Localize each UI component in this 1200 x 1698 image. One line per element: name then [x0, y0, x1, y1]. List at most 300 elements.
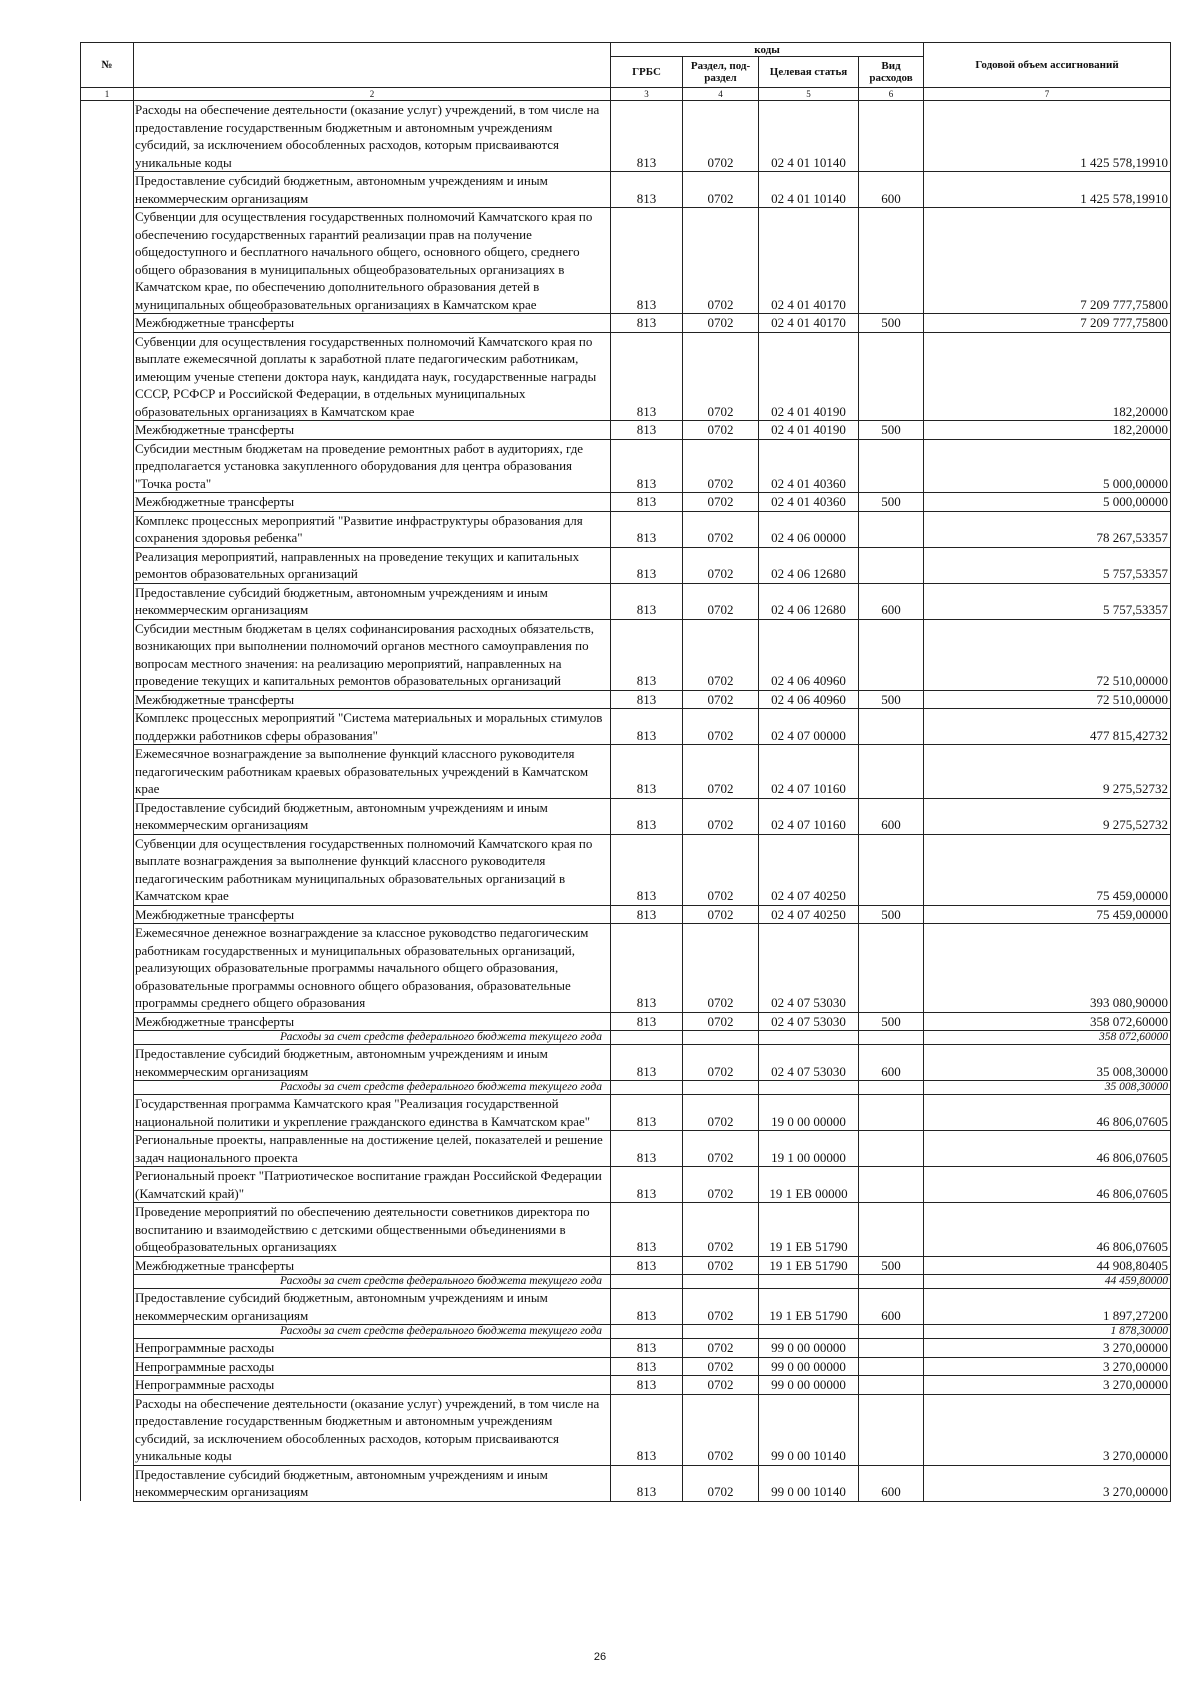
row-number-cell [81, 709, 134, 745]
row-number-cell [81, 619, 134, 690]
row-number-cell [81, 1289, 134, 1325]
row-expense-type-cell [859, 1394, 924, 1465]
row-grbs-cell: 813 [611, 619, 683, 690]
col-number-6: 6 [859, 88, 924, 101]
federal-subtotal-row [81, 1081, 1171, 1095]
row-number-cell [81, 1357, 134, 1376]
row-expense-type-cell: 500 [859, 905, 924, 924]
row-number-cell [81, 1045, 134, 1081]
row-grbs-cell: 813 [611, 493, 683, 512]
row-amount-cell: 1 878,30000 [924, 1325, 1171, 1339]
row-target-article-cell: 19 0 00 00000 [759, 1095, 859, 1131]
row-number-cell [81, 1131, 134, 1167]
row-amount-cell: 3 270,00000 [924, 1357, 1171, 1376]
row-grbs-cell: 813 [611, 1256, 683, 1275]
table-row [81, 1289, 1171, 1325]
row-number-cell [81, 1081, 134, 1095]
row-razdel-cell [683, 1275, 759, 1289]
table-row [81, 1339, 1171, 1358]
row-grbs-cell: 813 [611, 834, 683, 905]
table-row [81, 1203, 1171, 1257]
row-target-article-cell: 02 4 01 40360 [759, 439, 859, 493]
row-target-article-cell: 02 4 01 40170 [759, 208, 859, 314]
col-number-2: 2 [134, 88, 611, 101]
row-name-cell: Предоставление субсидий бюджетным, автономным учреждениям и иным некоммерческим организациям [134, 798, 611, 834]
row-number-cell [81, 834, 134, 905]
row-target-article-cell: 02 4 07 10160 [759, 798, 859, 834]
table-header [81, 43, 1171, 101]
row-name-cell: Комплекс процессных мероприятий "Развитие инфраструктуры образования для сохранения здоровья ребенка" [134, 511, 611, 547]
row-name-cell: Расходы на обеспечение деятельности (оказание услуг) учреждений, в том числе на предоставление государственным бюджетным и автономным учреждениям субсидий, за исключением обособленных расходов, которым присваиваются уникальные коды [134, 101, 611, 172]
table-row [81, 421, 1171, 440]
row-amount-cell: 35 008,30000 [924, 1045, 1171, 1081]
row-name-cell: Субсидии местным бюджетам на проведение ремонтных работ в аудиториях, где предполагается установка закупленного оборудования для центра образования "Точка роста" [134, 439, 611, 493]
row-number-cell [81, 583, 134, 619]
row-razdel-cell: 0702 [683, 1045, 759, 1081]
row-target-article-cell [759, 1325, 859, 1339]
row-amount-cell: 358 072,60000 [924, 1031, 1171, 1045]
row-name-cell: Государственная программа Камчатского края "Реализация государственной национальной политики и укрепление гражданского единства в Камчатском крае" [134, 1095, 611, 1131]
row-target-article-cell: 99 0 00 10140 [759, 1394, 859, 1465]
header-num: № [81, 43, 134, 88]
row-number-cell [81, 493, 134, 512]
row-number-cell [81, 1465, 134, 1501]
row-grbs-cell: 813 [611, 1394, 683, 1465]
row-amount-cell: 35 008,30000 [924, 1081, 1171, 1095]
row-razdel-cell: 0702 [683, 619, 759, 690]
row-grbs-cell: 813 [611, 709, 683, 745]
row-name-cell: Межбюджетные трансферты [134, 690, 611, 709]
row-amount-cell: 78 267,53357 [924, 511, 1171, 547]
row-name-cell: Расходы за счет средств федерального бюджета текущего года [134, 1275, 611, 1289]
row-target-article-cell: 02 4 06 00000 [759, 511, 859, 547]
row-expense-type-cell [859, 1167, 924, 1203]
row-number-cell [81, 1376, 134, 1395]
row-number-cell [81, 1394, 134, 1465]
row-target-article-cell: 99 0 00 10140 [759, 1465, 859, 1501]
row-amount-cell: 72 510,00000 [924, 619, 1171, 690]
row-target-article-cell: 19 1 00 00000 [759, 1131, 859, 1167]
table-body [81, 101, 1171, 1502]
row-grbs-cell: 813 [611, 1465, 683, 1501]
row-razdel-cell: 0702 [683, 924, 759, 1013]
row-number-cell [81, 1031, 134, 1045]
row-expense-type-cell [859, 1275, 924, 1289]
header-expense-type: Вид расходов [859, 57, 924, 88]
row-target-article-cell [759, 1031, 859, 1045]
row-expense-type-cell: 500 [859, 493, 924, 512]
row-expense-type-cell [859, 439, 924, 493]
row-grbs-cell: 813 [611, 798, 683, 834]
row-name-cell: Субсидии местным бюджетам в целях софинансирования расходных обязательств, возникающих при выполнении полномочий органов местного самоуправления по вопросам местного значения: на реализацию мероприятий, направленных на проведение текущих и капитальных ремонтов образовательных организаций [134, 619, 611, 690]
row-number-cell [81, 905, 134, 924]
table-row [81, 439, 1171, 493]
row-target-article-cell: 02 4 01 40190 [759, 421, 859, 440]
row-number-cell [81, 1325, 134, 1339]
row-number-cell [81, 439, 134, 493]
row-grbs-cell: 813 [611, 924, 683, 1013]
row-number-cell [81, 690, 134, 709]
row-razdel-cell: 0702 [683, 709, 759, 745]
row-grbs-cell [611, 1031, 683, 1045]
row-razdel-cell: 0702 [683, 1465, 759, 1501]
row-name-cell: Расходы на обеспечение деятельности (оказание услуг) учреждений, в том числе на предоставление государственным бюджетным и автономным учреждениям субсидий, за исключением обособленных расходов, которым присваиваются уникальные коды [134, 1394, 611, 1465]
row-grbs-cell: 813 [611, 101, 683, 172]
row-name-cell: Межбюджетные трансферты [134, 1012, 611, 1031]
row-razdel-cell: 0702 [683, 1376, 759, 1395]
row-amount-cell: 1 425 578,19910 [924, 101, 1171, 172]
row-target-article-cell: 02 4 01 10140 [759, 172, 859, 208]
row-expense-type-cell [859, 745, 924, 799]
row-grbs-cell: 813 [611, 1289, 683, 1325]
header-target-article: Целевая статья [759, 57, 859, 88]
row-grbs-cell: 813 [611, 1339, 683, 1358]
row-razdel-cell: 0702 [683, 1394, 759, 1465]
row-expense-type-cell [859, 1325, 924, 1339]
row-target-article-cell: 19 1 ЕВ 00000 [759, 1167, 859, 1203]
federal-subtotal-row [81, 1275, 1171, 1289]
row-amount-cell: 7 209 777,75800 [924, 208, 1171, 314]
row-razdel-cell: 0702 [683, 1167, 759, 1203]
row-expense-type-cell [859, 1376, 924, 1395]
row-number-cell [81, 208, 134, 314]
row-amount-cell: 72 510,00000 [924, 690, 1171, 709]
row-amount-cell: 182,20000 [924, 421, 1171, 440]
row-number-cell [81, 511, 134, 547]
row-name-cell: Межбюджетные трансферты [134, 314, 611, 333]
row-amount-cell: 9 275,52732 [924, 798, 1171, 834]
row-razdel-cell: 0702 [683, 332, 759, 421]
row-name-cell: Субвенции для осуществления государственных полномочий Камчатского края по выплате вознаграждения за выполнение функций классного руководителя педагогическим работникам муниципальных образовательных организаций в Камчатском крае [134, 834, 611, 905]
row-name-cell: Предоставление субсидий бюджетным, автономным учреждениям и иным некоммерческим организациям [134, 583, 611, 619]
row-name-cell: Проведение мероприятий по обеспечению деятельности советников директора по воспитанию и взаимодействию с детскими общественными объединениями в общеобразовательных организациях [134, 1203, 611, 1257]
row-number-cell [81, 1203, 134, 1257]
table-row [81, 619, 1171, 690]
row-name-cell: Межбюджетные трансферты [134, 493, 611, 512]
table-row [81, 1095, 1171, 1131]
row-name-cell: Комплекс процессных мероприятий "Система материальных и моральных стимулов поддержки работников сферы образования" [134, 709, 611, 745]
row-grbs-cell: 813 [611, 1012, 683, 1031]
table-row [81, 1394, 1171, 1465]
federal-subtotal-row [81, 1325, 1171, 1339]
row-expense-type-cell [859, 1203, 924, 1257]
table-row [81, 547, 1171, 583]
row-grbs-cell: 813 [611, 1131, 683, 1167]
col-number-3: 3 [611, 88, 683, 101]
row-name-cell: Субвенции для осуществления государственных полномочий Камчатского края по выплате ежемесячной доплаты к заработной плате педагогическим работникам, имеющим ученые степени доктора наук, кандидата наук, государственные награды СССР, РСФСР и Российской Федерации, в отдельных муниципальных образовательных организациях в Камчатском крае [134, 332, 611, 421]
row-grbs-cell: 813 [611, 314, 683, 333]
row-razdel-cell: 0702 [683, 1339, 759, 1358]
table-row [81, 1045, 1171, 1081]
table-row [81, 208, 1171, 314]
table-row [81, 1256, 1171, 1275]
row-target-article-cell: 02 4 01 40190 [759, 332, 859, 421]
row-target-article-cell: 19 1 ЕВ 51790 [759, 1256, 859, 1275]
row-amount-cell: 46 806,07605 [924, 1203, 1171, 1257]
col-number-4: 4 [683, 88, 759, 101]
row-expense-type-cell [859, 619, 924, 690]
table-row [81, 798, 1171, 834]
row-grbs-cell: 813 [611, 1095, 683, 1131]
row-target-article-cell: 02 4 07 00000 [759, 709, 859, 745]
row-name-cell: Непрограммные расходы [134, 1357, 611, 1376]
row-number-cell [81, 1339, 134, 1358]
row-grbs-cell: 813 [611, 439, 683, 493]
row-number-cell [81, 1256, 134, 1275]
row-razdel-cell: 0702 [683, 834, 759, 905]
row-target-article-cell: 19 1 ЕВ 51790 [759, 1203, 859, 1257]
table-row [81, 1012, 1171, 1031]
row-number-cell [81, 1167, 134, 1203]
row-expense-type-cell: 600 [859, 1289, 924, 1325]
row-amount-cell: 3 270,00000 [924, 1394, 1171, 1465]
row-expense-type-cell: 600 [859, 172, 924, 208]
table-row [81, 1357, 1171, 1376]
row-target-article-cell: 02 4 01 40170 [759, 314, 859, 333]
row-expense-type-cell [859, 1131, 924, 1167]
row-amount-cell: 46 806,07605 [924, 1095, 1171, 1131]
row-grbs-cell: 813 [611, 1203, 683, 1257]
column-numbers-row [81, 88, 1171, 101]
row-expense-type-cell [859, 101, 924, 172]
row-target-article-cell: 02 4 07 40250 [759, 834, 859, 905]
row-target-article-cell: 99 0 00 00000 [759, 1357, 859, 1376]
row-expense-type-cell [859, 1339, 924, 1358]
table-row [81, 924, 1171, 1013]
row-amount-cell: 5 000,00000 [924, 493, 1171, 512]
row-razdel-cell: 0702 [683, 690, 759, 709]
row-target-article-cell: 02 4 06 40960 [759, 619, 859, 690]
row-grbs-cell: 813 [611, 905, 683, 924]
row-expense-type-cell: 500 [859, 421, 924, 440]
row-grbs-cell: 813 [611, 332, 683, 421]
row-name-cell: Предоставление субсидий бюджетным, автономным учреждениям и иным некоммерческим организациям [134, 172, 611, 208]
row-amount-cell: 75 459,00000 [924, 834, 1171, 905]
row-amount-cell: 1 425 578,19910 [924, 172, 1171, 208]
row-grbs-cell: 813 [611, 690, 683, 709]
row-target-article-cell: 02 4 07 40250 [759, 905, 859, 924]
row-grbs-cell: 813 [611, 172, 683, 208]
row-razdel-cell: 0702 [683, 511, 759, 547]
row-razdel-cell [683, 1031, 759, 1045]
row-target-article-cell: 02 4 06 12680 [759, 547, 859, 583]
row-name-cell: Межбюджетные трансферты [134, 905, 611, 924]
row-name-cell: Реализация мероприятий, направленных на проведение текущих и капитальных ремонтов образовательных организаций [134, 547, 611, 583]
row-name-cell: Расходы за счет средств федерального бюджета текущего года [134, 1031, 611, 1045]
header-name [134, 43, 611, 88]
row-expense-type-cell [859, 547, 924, 583]
row-expense-type-cell [859, 332, 924, 421]
row-amount-cell: 5 757,53357 [924, 583, 1171, 619]
row-amount-cell: 9 275,52732 [924, 745, 1171, 799]
table-row [81, 511, 1171, 547]
row-target-article-cell: 02 4 07 53030 [759, 924, 859, 1013]
header-codes: коды [611, 43, 924, 57]
table-row [81, 314, 1171, 333]
row-grbs-cell: 813 [611, 1376, 683, 1395]
col-number-5: 5 [759, 88, 859, 101]
row-name-cell: Расходы за счет средств федерального бюджета текущего года [134, 1325, 611, 1339]
row-name-cell: Региональный проект "Патриотическое воспитание граждан Российской Федерации (Камчатский край)" [134, 1167, 611, 1203]
row-name-cell: Субвенции для осуществления государственных полномочий Камчатского края по обеспечению государственных гарантий реализации прав на получение общедоступного и бесплатного начального общего, основного общего, среднего общего образования в муниципальных общеобразовательных организациях в Камчатском крае, по обеспечению дополнительного образования детей в муниципальных общеобразовательных организациях в Камчатском крае [134, 208, 611, 314]
row-expense-type-cell [859, 709, 924, 745]
row-expense-type-cell: 600 [859, 1045, 924, 1081]
row-name-cell: Межбюджетные трансферты [134, 421, 611, 440]
row-grbs-cell: 813 [611, 421, 683, 440]
header-razdel: Раздел, под-раздел [683, 57, 759, 88]
row-razdel-cell: 0702 [683, 439, 759, 493]
row-number-cell [81, 101, 134, 172]
row-razdel-cell: 0702 [683, 172, 759, 208]
table-row [81, 493, 1171, 512]
table-row [81, 583, 1171, 619]
table-row [81, 834, 1171, 905]
row-target-article-cell [759, 1081, 859, 1095]
table-row [81, 101, 1171, 172]
row-razdel-cell: 0702 [683, 1095, 759, 1131]
table-row [81, 690, 1171, 709]
row-amount-cell: 44 908,80405 [924, 1256, 1171, 1275]
col-number-7: 7 [924, 88, 1171, 101]
row-target-article-cell: 02 4 07 53030 [759, 1012, 859, 1031]
row-grbs-cell: 813 [611, 745, 683, 799]
row-expense-type-cell: 500 [859, 1012, 924, 1031]
row-razdel-cell: 0702 [683, 208, 759, 314]
row-name-cell: Предоставление субсидий бюджетным, автономным учреждениям и иным некоммерческим организациям [134, 1289, 611, 1325]
row-number-cell [81, 332, 134, 421]
row-expense-type-cell: 600 [859, 798, 924, 834]
row-grbs-cell: 813 [611, 1167, 683, 1203]
page-number: 26 [593, 1651, 607, 1663]
row-target-article-cell: 99 0 00 00000 [759, 1339, 859, 1358]
row-expense-type-cell: 500 [859, 314, 924, 333]
row-target-article-cell: 02 4 07 53030 [759, 1045, 859, 1081]
row-grbs-cell: 813 [611, 208, 683, 314]
table-row [81, 1376, 1171, 1395]
row-target-article-cell: 02 4 01 40360 [759, 493, 859, 512]
row-amount-cell: 3 270,00000 [924, 1376, 1171, 1395]
row-amount-cell: 5 000,00000 [924, 439, 1171, 493]
row-grbs-cell: 813 [611, 511, 683, 547]
table-row [81, 709, 1171, 745]
row-name-cell: Расходы за счет средств федерального бюджета текущего года [134, 1081, 611, 1095]
row-grbs-cell: 813 [611, 583, 683, 619]
row-amount-cell: 46 806,07605 [924, 1131, 1171, 1167]
row-razdel-cell: 0702 [683, 101, 759, 172]
row-number-cell [81, 547, 134, 583]
row-amount-cell: 358 072,60000 [924, 1012, 1171, 1031]
row-razdel-cell: 0702 [683, 1131, 759, 1167]
row-name-cell: Непрограммные расходы [134, 1339, 611, 1358]
row-amount-cell: 1 897,27200 [924, 1289, 1171, 1325]
row-amount-cell: 3 270,00000 [924, 1465, 1171, 1501]
col-number-1: 1 [81, 88, 134, 101]
row-amount-cell: 5 757,53357 [924, 547, 1171, 583]
row-razdel-cell [683, 1081, 759, 1095]
row-amount-cell: 477 815,42732 [924, 709, 1171, 745]
row-razdel-cell: 0702 [683, 798, 759, 834]
row-target-article-cell: 02 4 01 10140 [759, 101, 859, 172]
row-number-cell [81, 1012, 134, 1031]
row-expense-type-cell [859, 1031, 924, 1045]
row-name-cell: Непрограммные расходы [134, 1376, 611, 1395]
header-grbs: ГРБС [611, 57, 683, 88]
row-expense-type-cell [859, 208, 924, 314]
row-expense-type-cell: 500 [859, 1256, 924, 1275]
row-razdel-cell: 0702 [683, 745, 759, 799]
row-expense-type-cell [859, 1357, 924, 1376]
row-grbs-cell [611, 1081, 683, 1095]
federal-subtotal-row [81, 1031, 1171, 1045]
row-target-article-cell: 99 0 00 00000 [759, 1376, 859, 1395]
row-target-article-cell: 19 1 ЕВ 51790 [759, 1289, 859, 1325]
row-name-cell: Межбюджетные трансферты [134, 1256, 611, 1275]
row-expense-type-cell: 600 [859, 1465, 924, 1501]
row-expense-type-cell [859, 1081, 924, 1095]
row-number-cell [81, 172, 134, 208]
row-razdel-cell: 0702 [683, 547, 759, 583]
row-number-cell [81, 314, 134, 333]
row-amount-cell: 393 080,90000 [924, 924, 1171, 1013]
row-razdel-cell: 0702 [683, 1012, 759, 1031]
row-razdel-cell: 0702 [683, 583, 759, 619]
row-grbs-cell: 813 [611, 1045, 683, 1081]
table-row [81, 172, 1171, 208]
row-amount-cell: 3 270,00000 [924, 1339, 1171, 1358]
row-razdel-cell: 0702 [683, 421, 759, 440]
row-target-article-cell: 02 4 07 10160 [759, 745, 859, 799]
budget-table-page [80, 42, 1170, 1502]
row-expense-type-cell [859, 1095, 924, 1131]
row-name-cell: Ежемесячное вознаграждение за выполнение функций классного руководителя педагогическим работникам краевых образовательных учреждений в Камчатском крае [134, 745, 611, 799]
row-razdel-cell: 0702 [683, 1289, 759, 1325]
table-row [81, 905, 1171, 924]
row-number-cell [81, 421, 134, 440]
row-expense-type-cell [859, 924, 924, 1013]
row-grbs-cell: 813 [611, 547, 683, 583]
table-row [81, 1167, 1171, 1203]
row-number-cell [81, 1275, 134, 1289]
row-grbs-cell: 813 [611, 1357, 683, 1376]
row-target-article-cell: 02 4 06 40960 [759, 690, 859, 709]
table-row [81, 1131, 1171, 1167]
row-expense-type-cell: 600 [859, 583, 924, 619]
header-sum: Годовой объем ассигнований [924, 43, 1171, 88]
row-target-article-cell [759, 1275, 859, 1289]
table-row [81, 332, 1171, 421]
row-razdel-cell: 0702 [683, 905, 759, 924]
table-row [81, 745, 1171, 799]
row-razdel-cell: 0702 [683, 1256, 759, 1275]
row-amount-cell: 44 459,80000 [924, 1275, 1171, 1289]
row-amount-cell: 75 459,00000 [924, 905, 1171, 924]
row-amount-cell: 46 806,07605 [924, 1167, 1171, 1203]
row-razdel-cell: 0702 [683, 1357, 759, 1376]
row-name-cell: Предоставление субсидий бюджетным, автономным учреждениям и иным некоммерческим организациям [134, 1465, 611, 1501]
row-expense-type-cell: 500 [859, 690, 924, 709]
row-amount-cell: 7 209 777,75800 [924, 314, 1171, 333]
row-target-article-cell: 02 4 06 12680 [759, 583, 859, 619]
row-number-cell [81, 745, 134, 799]
row-grbs-cell [611, 1325, 683, 1339]
row-name-cell: Ежемесячное денежное вознаграждение за классное руководство педагогическим работникам государственных и муниципальных образовательных организаций, реализующих образовательные программы начального общего образования, образовательные программы основного общего образования, образовательные программы среднего общего образования [134, 924, 611, 1013]
table-row [81, 1465, 1171, 1501]
row-number-cell [81, 1095, 134, 1131]
budget-table [80, 42, 1171, 1502]
row-number-cell [81, 798, 134, 834]
row-name-cell: Региональные проекты, направленные на достижение целей, показателей и решение задач национального проекта [134, 1131, 611, 1167]
row-expense-type-cell [859, 511, 924, 547]
